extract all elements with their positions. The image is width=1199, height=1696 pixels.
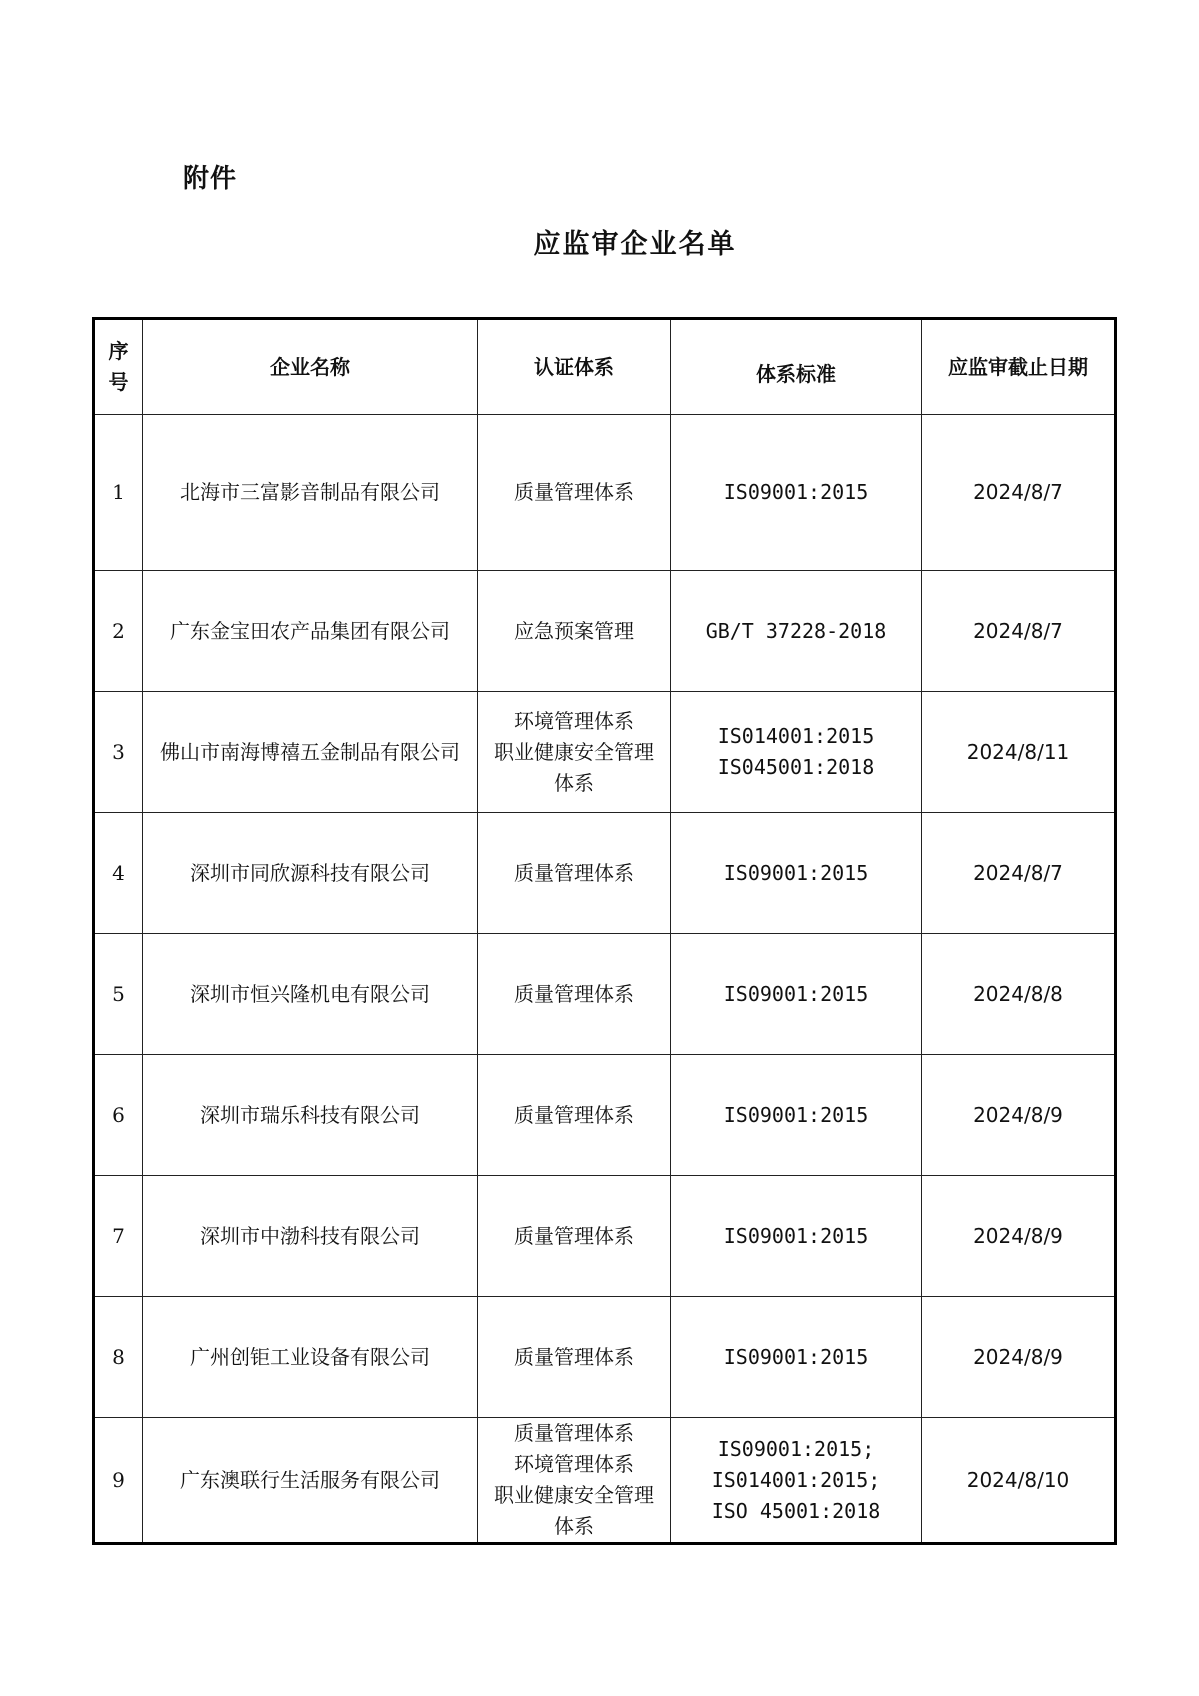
row-company: 佛山市南海博禧五金制品有限公司 [143,692,478,813]
row-system-line: 质量管理体系 [514,1102,634,1127]
row-standard [671,1297,922,1418]
row-company: 广东澳联行生活服务有限公司 [143,1418,478,1544]
row-standard-line: IS014001:2015 [717,724,875,748]
row-standard [671,813,922,934]
enterprise-list-table [92,317,1117,1545]
table-row [94,1297,1116,1418]
row-standard-line: IS09001:2015 [723,981,869,1006]
row-company: 广州创钜工业设备有限公司 [143,1297,478,1418]
row-standard-line: IS09001:2015 [723,1223,869,1248]
row-system-line: 环境管理体系 [514,708,634,733]
row-standard-line: GB/T 37228-2018 [705,618,887,643]
row-deadline: 2024/8/9 [922,1055,1116,1176]
row-deadline: 2024/8/11 [922,692,1116,813]
row-seq: 3 [94,692,143,813]
row-system [478,692,671,813]
row-system [478,1055,671,1176]
row-system-line: 质量管理体系 [514,981,634,1006]
row-standard [671,934,922,1055]
row-standard [671,1055,922,1176]
table-row [94,415,1116,571]
row-standard-line: ISO 45001:2018 [711,1498,881,1523]
row-seq: 1 [94,415,143,571]
row-company: 深圳市同欣源科技有限公司 [143,813,478,934]
row-seq: 8 [94,1297,143,1418]
row-seq: 6 [94,1055,143,1176]
header-standard: 体系标准 [671,319,922,415]
row-seq: 5 [94,934,143,1055]
row-standard [671,1418,922,1544]
row-company: 北海市三富影音制品有限公司 [143,415,478,571]
table-row [94,571,1116,692]
row-system [478,1418,671,1544]
row-standard [671,692,922,813]
row-standard-line: IS09001:2015; [717,1436,875,1461]
table-row [94,1055,1116,1176]
row-standard-line: IS09001:2015 [723,1102,869,1127]
row-seq: 9 [94,1418,143,1544]
header-company: 企业名称 [143,319,478,415]
table-row [94,934,1116,1055]
row-system-line: 质量管理体系 [514,480,634,504]
row-seq: 2 [94,571,143,692]
row-system [478,1297,671,1418]
row-deadline: 2024/8/9 [922,1176,1116,1297]
row-system [478,571,671,692]
row-standard-line: IS014001:2015; [711,1467,881,1492]
row-seq: 4 [94,813,143,934]
header-deadline: 应监审截止日期 [922,319,1116,415]
row-system [478,934,671,1055]
row-company: 深圳市恒兴隆机电有限公司 [143,934,478,1055]
row-system-line: 职业健康安全管理体系 [494,739,654,795]
row-system [478,1176,671,1297]
row-standard-line: IS09001:2015 [723,480,869,504]
table-row [94,1418,1116,1544]
row-system-line: 环境管理体系 [514,1452,634,1476]
row-system-line: 职业健康安全管理体系 [494,1483,654,1538]
row-company: 广东金宝田农产品集团有限公司 [143,571,478,692]
row-deadline: 2024/8/7 [922,415,1116,571]
row-deadline: 2024/8/9 [922,1297,1116,1418]
header-seq: 序号 [94,319,143,415]
row-standard-line: IS09001:2015 [723,1344,869,1369]
row-system [478,813,671,934]
row-company: 深圳市瑞乐科技有限公司 [143,1055,478,1176]
document-title: 应监审企业名单 [533,229,737,260]
header-system: 认证体系 [478,319,671,415]
table-row [94,692,1116,813]
row-deadline: 2024/8/8 [922,934,1116,1055]
row-standard [671,571,922,692]
row-system-line: 质量管理体系 [514,860,634,885]
row-system-line: 质量管理体系 [514,1223,634,1248]
row-standard-line: IS045001:2018 [717,755,875,779]
row-company: 深圳市中渤科技有限公司 [143,1176,478,1297]
row-deadline: 2024/8/7 [922,813,1116,934]
row-system [478,415,671,571]
row-deadline: 2024/8/10 [922,1418,1116,1544]
row-deadline: 2024/8/7 [922,571,1116,692]
row-system-line: 应急预案管理 [514,618,634,643]
table-row [94,813,1116,934]
row-system-line: 质量管理体系 [514,1344,634,1369]
row-system-line: 质量管理体系 [514,1421,634,1445]
row-standard [671,415,922,571]
row-standard-line: IS09001:2015 [723,860,869,885]
row-seq: 7 [94,1176,143,1297]
table-row [94,1176,1116,1297]
row-standard [671,1176,922,1297]
table-header-row [94,319,1116,415]
attachment-label: 附件 [183,164,238,194]
